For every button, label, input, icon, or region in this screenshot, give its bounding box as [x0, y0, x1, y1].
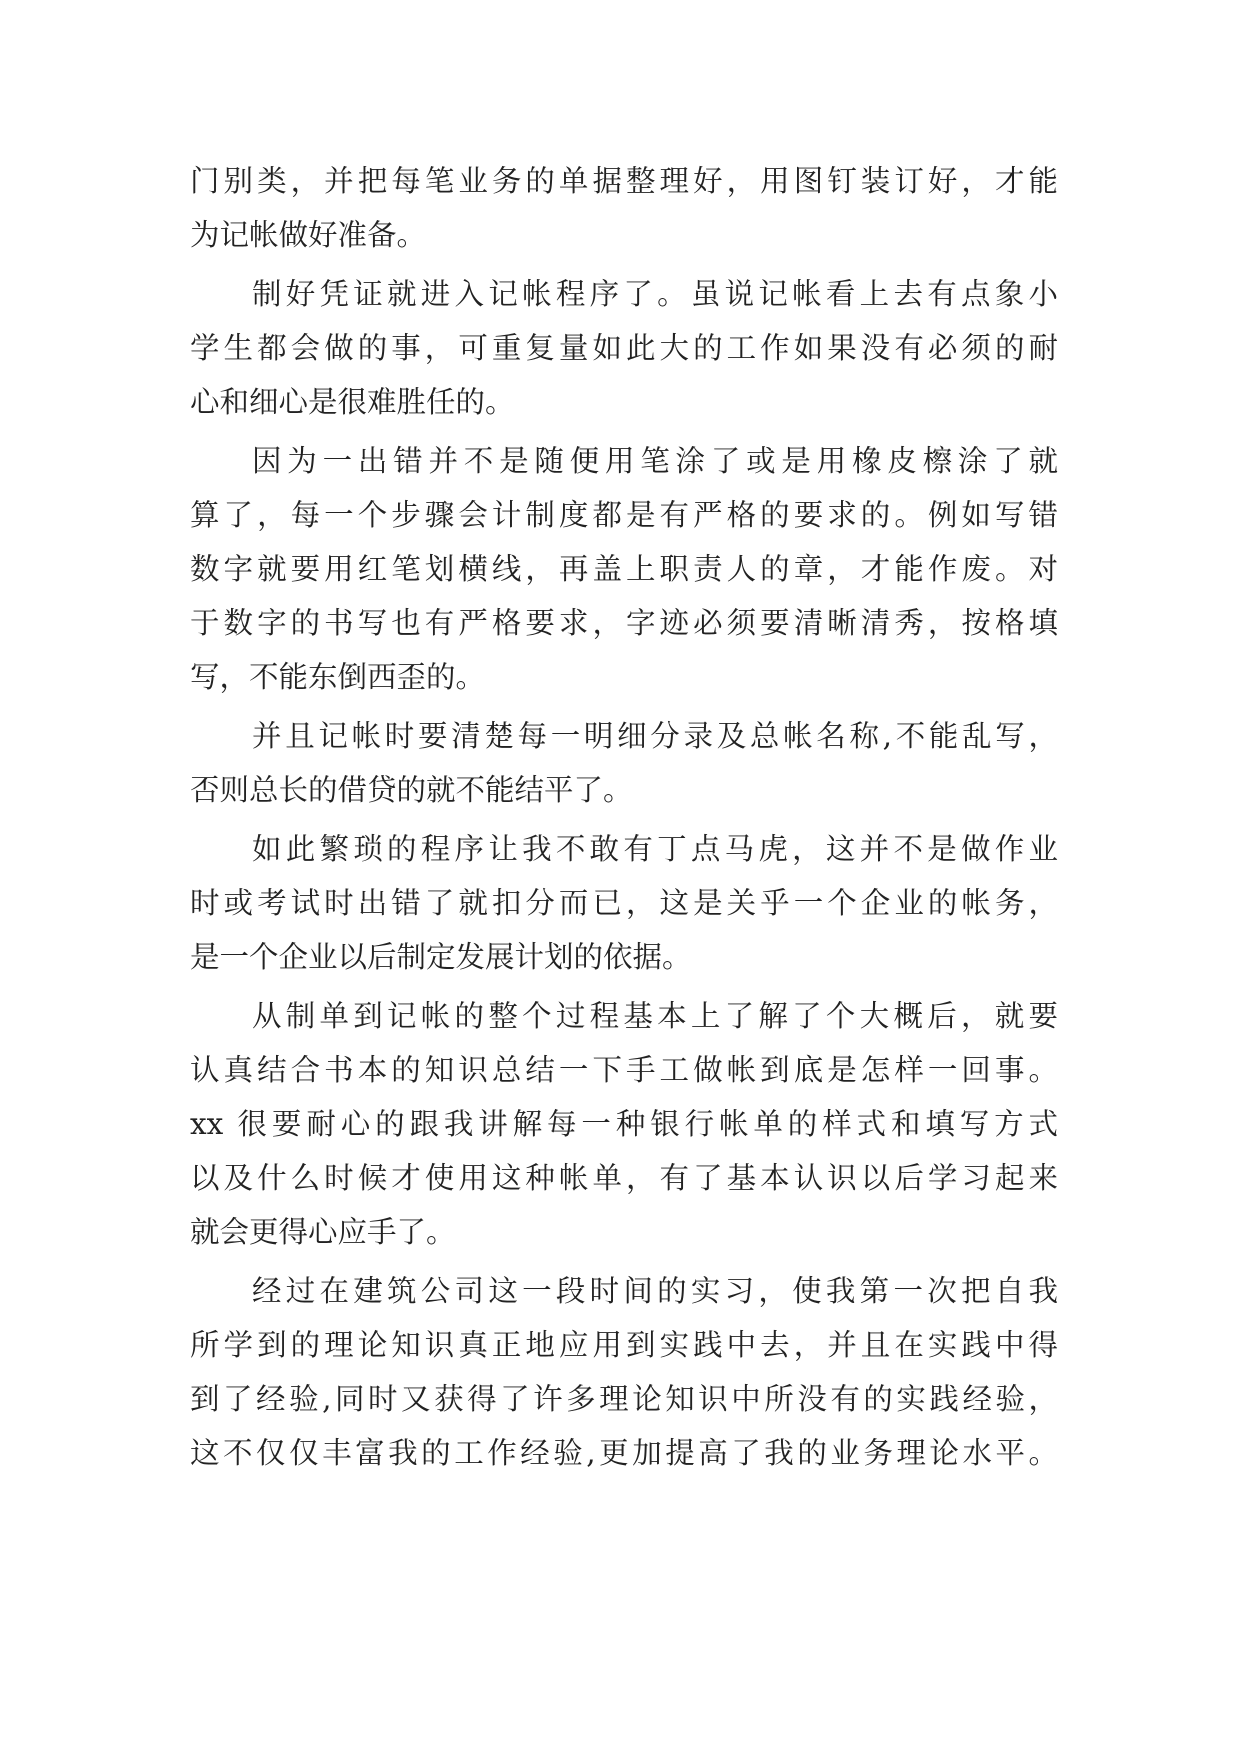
text-line: 以及什么时候才使用这种帐单，有了基本认识以后学习起来 [190, 1161, 1058, 1195]
text-line: 算了，每一个步骤会计制度都是有严格的要求的。例如写错 [190, 498, 1058, 532]
paragraph-first-line: 因为一出错并不是随便用笔涂了或是用橡皮檫涂了就 [252, 444, 1058, 478]
text-line: 所学到的理论知识真正地应用到实践中去，并且在实践中得 [190, 1328, 1058, 1362]
text-line: xx 很要耐心的跟我讲解每一种银行帐单的样式和填写方式 [190, 1107, 1058, 1141]
text-line: 数字就要用红笔划横线，再盖上职责人的章，才能作废。对 [190, 552, 1058, 586]
text-line: 认真结合书本的知识总结一下手工做帐到底是怎样一回事。 [190, 1053, 1058, 1087]
paragraph-first-line: 经过在建筑公司这一段时间的实习，使我第一次把自我 [252, 1274, 1058, 1308]
paragraph-first-line: 制好凭证就进入记帐程序了。虽说记帐看上去有点象小 [252, 277, 1058, 311]
text-line: 这不仅仅丰富我的工作经验,更加提高了我的业务理论水平。 [190, 1436, 1058, 1470]
text-line: 时或考试时出错了就扣分而已，这是关乎一个企业的帐务， [190, 886, 1058, 920]
text-line: 就会更得心应手了。 [190, 1215, 456, 1249]
text-line: 否则总长的借贷的就不能结平了。 [190, 773, 633, 807]
text-line: 为记帐做好准备。 [190, 218, 427, 252]
paragraph-first-line: 并且记帐时要清楚每一明细分录及总帐名称,不能乱写， [252, 719, 1058, 753]
text-line: 是一个企业以后制定发展计划的依据。 [190, 940, 692, 974]
text-line: 于数字的书写也有严格要求，字迹必须要清晰清秀，按格填 [190, 606, 1058, 640]
text-line: 心和细心是很难胜任的。 [190, 385, 515, 419]
text-line: 学生都会做的事，可重复量如此大的工作如果没有必须的耐 [190, 331, 1058, 365]
text-line: 到了经验,同时又获得了许多理论知识中所没有的实践经验， [190, 1382, 1058, 1416]
text-line: 写，不能东倒西歪的。 [190, 660, 486, 694]
text-line: 门别类，并把每笔业务的单据整理好，用图钉装订好，才能 [190, 164, 1058, 198]
paragraph-first-line: 从制单到记帐的整个过程基本上了解了个大概后，就要 [252, 999, 1058, 1033]
paragraph-first-line: 如此繁琐的程序让我不敢有丁点马虎，这并不是做作业 [252, 832, 1058, 866]
